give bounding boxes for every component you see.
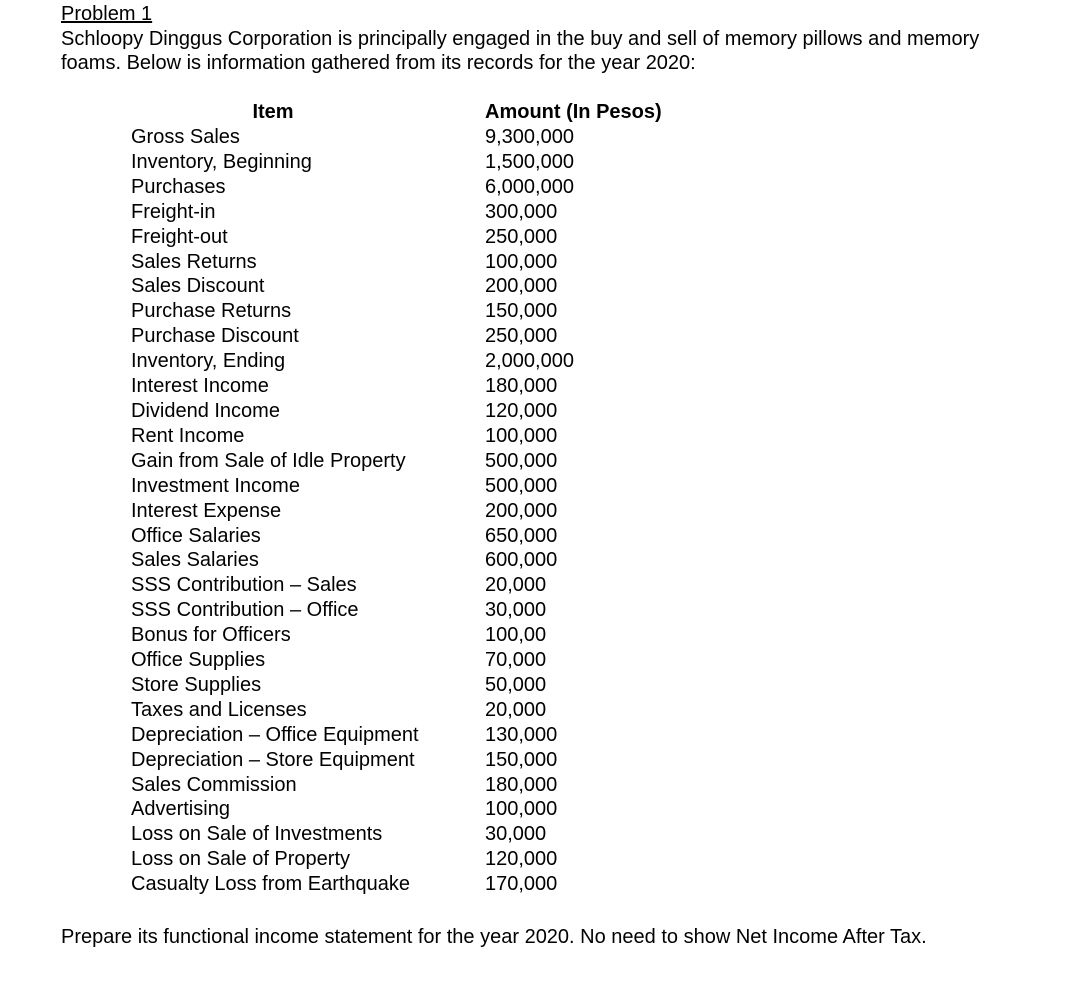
item-amount: 650,000 xyxy=(485,524,558,547)
item-label: Gross Sales xyxy=(131,126,240,148)
item-amount: 200,000 xyxy=(485,499,558,522)
table-row xyxy=(131,499,662,524)
item-label: Loss on Sale of Investments xyxy=(131,823,383,846)
instruction-paragraph: Prepare its functional income statement for the year 2020. No need to show Net Income After Tax. xyxy=(61,926,927,948)
table-row xyxy=(131,324,662,349)
item-label: SSS Contribution – Sales xyxy=(131,574,357,597)
item-label: Sales Discount xyxy=(131,275,265,298)
amount-column-header: Amount (In Pesos) xyxy=(485,101,662,123)
item-label: SSS Contribution – Office xyxy=(131,599,359,622)
item-amount: 2,000,000 xyxy=(485,350,574,373)
item-amount: 600,000 xyxy=(485,549,558,572)
table-row xyxy=(131,374,662,399)
item-label: Purchases xyxy=(131,175,226,198)
item-amount: 180,000 xyxy=(485,773,558,796)
item-label: Rent Income xyxy=(131,424,245,447)
item-amount: 9,300,000 xyxy=(485,126,574,148)
item-label: Store Supplies xyxy=(131,673,262,696)
item-amount: 120,000 xyxy=(485,399,558,422)
item-amount: 100,000 xyxy=(485,424,558,447)
intro-paragraph: Schloopy Dinggus Corporation is principally engaged in the buy and sell of memory pillows and memory foams. Below is information gathered from its records for the year 2020: xyxy=(61,28,980,74)
item-label: Office Supplies xyxy=(131,649,266,672)
item-label: Bonus for Officers xyxy=(131,624,291,647)
table-row xyxy=(131,225,662,250)
table-row xyxy=(131,399,662,424)
table-row xyxy=(131,200,662,225)
table-row xyxy=(131,548,662,573)
items-table xyxy=(131,100,662,897)
item-amount: 100,000 xyxy=(485,798,558,821)
table-body xyxy=(131,125,662,897)
table-header-row xyxy=(131,100,662,125)
item-amount: 150,000 xyxy=(485,748,558,771)
item-amount: 70,000 xyxy=(485,649,547,672)
item-label: Purchase Discount xyxy=(131,325,299,348)
item-amount: 20,000 xyxy=(485,698,547,721)
table-row xyxy=(131,349,662,374)
item-label: Taxes and Licenses xyxy=(131,698,307,721)
table-row xyxy=(131,773,662,798)
item-label: Sales Salaries xyxy=(131,549,259,572)
item-amount: 30,000 xyxy=(485,823,547,846)
item-amount: 500,000 xyxy=(485,474,558,497)
item-amount: 30,000 xyxy=(485,599,547,622)
table-row xyxy=(131,598,662,623)
item-amount: 20,000 xyxy=(485,574,547,597)
item-amount: 250,000 xyxy=(485,325,558,348)
item-amount: 100,00 xyxy=(485,624,547,647)
item-label: Gain from Sale of Idle Property xyxy=(131,449,406,472)
item-label: Interest Income xyxy=(131,375,269,398)
table-row xyxy=(131,150,662,175)
item-label: Sales Commission xyxy=(131,773,297,796)
table-row xyxy=(131,424,662,449)
table-row xyxy=(131,125,662,150)
problem-title: Problem 1 xyxy=(61,3,153,25)
table-row xyxy=(131,648,662,673)
item-label: Freight-out xyxy=(131,225,228,248)
table-row xyxy=(131,250,662,275)
item-label: Sales Returns xyxy=(131,250,257,273)
item-label: Loss on Sale of Property xyxy=(131,848,351,871)
item-amount: 200,000 xyxy=(485,275,558,298)
table-row xyxy=(131,698,662,723)
item-column-header: Item xyxy=(252,101,294,123)
item-label: Office Salaries xyxy=(131,524,261,547)
item-label: Depreciation – Office Equipment xyxy=(131,723,419,746)
item-amount: 130,000 xyxy=(485,723,558,746)
item-label: Purchase Returns xyxy=(131,300,292,323)
item-amount: 250,000 xyxy=(485,225,558,248)
table-row xyxy=(131,299,662,324)
item-amount: 500,000 xyxy=(485,449,558,472)
item-amount: 300,000 xyxy=(485,200,558,223)
item-label: Freight-in xyxy=(131,200,216,223)
item-amount: 150,000 xyxy=(485,300,558,323)
item-label: Inventory, Beginning xyxy=(131,150,312,173)
item-amount: 170,000 xyxy=(485,873,558,896)
item-label: Inventory, Ending xyxy=(131,350,286,373)
table-row xyxy=(131,847,662,872)
item-amount: 100,000 xyxy=(485,250,558,273)
table-row xyxy=(131,822,662,847)
item-label: Advertising xyxy=(131,798,230,821)
table-row xyxy=(131,449,662,474)
item-amount: 180,000 xyxy=(485,375,558,398)
item-label: Interest Expense xyxy=(131,499,282,522)
table-row xyxy=(131,573,662,598)
item-amount: 1,500,000 xyxy=(485,150,574,173)
item-label: Casualty Loss from Earthquake xyxy=(131,873,411,896)
table-row xyxy=(131,474,662,499)
table-row xyxy=(131,673,662,698)
item-amount: 50,000 xyxy=(485,673,547,696)
item-label: Depreciation – Store Equipment xyxy=(131,748,415,771)
item-label: Dividend Income xyxy=(131,399,280,422)
table-row xyxy=(131,872,662,897)
table-row xyxy=(131,797,662,822)
table-row xyxy=(131,175,662,200)
table-row xyxy=(131,623,662,648)
table-row xyxy=(131,274,662,299)
item-amount: 120,000 xyxy=(485,848,558,871)
item-label: Investment Income xyxy=(131,474,300,497)
table-row xyxy=(131,748,662,773)
table-row xyxy=(131,723,662,748)
table-row xyxy=(131,524,662,549)
item-amount: 6,000,000 xyxy=(485,175,574,198)
